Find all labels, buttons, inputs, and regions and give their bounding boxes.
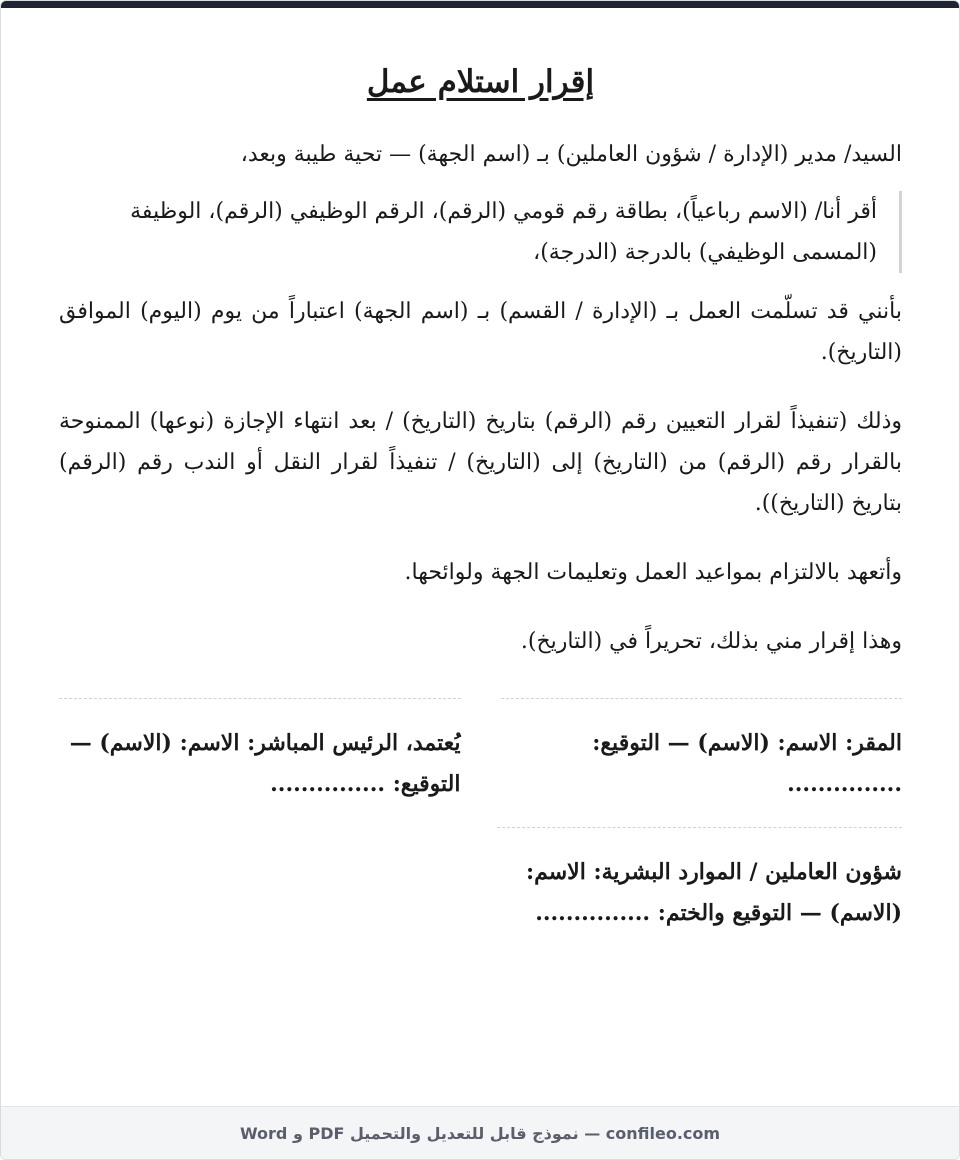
basis-statement: وذلك (تنفيذاً لقرار التعيين رقم (الرقم) بتاريخ (التاريخ) / بعد انتهاء الإجازة (نوعها) الممنوحة بالقرار رقم (الرقم) من (التاريخ) إلى (التاريخ) / تنفيذاً لقرار النقل أو الندب رقم (الرقم) بتاريخ (التاريخ)). [59, 409, 902, 517]
hr-signature: شؤون العاملين / الموارد البشرية: الاسم: (الاسم) — التوقيع والختم: ............... [497, 827, 902, 934]
closing-statement: وهذا إقرار مني بذلك، تحريراً في (التاريخ). [520, 629, 902, 655]
footer-bar [1, 1106, 959, 1159]
salutation-line: السيد/ مدير (الإدارة / شؤون العاملين) بـ (اسم الجهة) — تحية طيبة وبعد، [240, 142, 902, 168]
signature-row [59, 698, 902, 805]
signature-row-hr [59, 827, 902, 934]
document-body [59, 61, 902, 934]
supervisor-signature: يُعتمد، الرئيس المباشر: الاسم: (الاسم) — التوقيع: ............... [59, 698, 461, 805]
commitment-statement: وأتعهد بالالتزام بمواعيد العمل وتعليمات الجهة ولوائحها. [404, 560, 902, 586]
top-accent-bar [1, 1, 959, 8]
footer-text: confileo.com — نموذج قابل للتعديل والتحميل PDF و Word [239, 1123, 721, 1143]
declarant-statement: أقر أنا/ (الاسم رباعياً)، بطاقة رقم قومي (الرقم)، الرقم الوظيفي (الرقم)، الوظيفة (المسمى الوظيفي) بالدرجة (الدرجة)، [59, 191, 902, 273]
declarant-signature: المقر: الاسم: (الاسم) — التوقيع: ............... [501, 698, 903, 805]
document-title: إقرار استلام عمل [366, 64, 595, 100]
receipt-statement: بأنني قد تسلّمت العمل بـ (الإدارة / القسم) بـ (اسم الجهة) اعتباراً من يوم (اليوم) الموافق (التاريخ). [59, 299, 902, 366]
